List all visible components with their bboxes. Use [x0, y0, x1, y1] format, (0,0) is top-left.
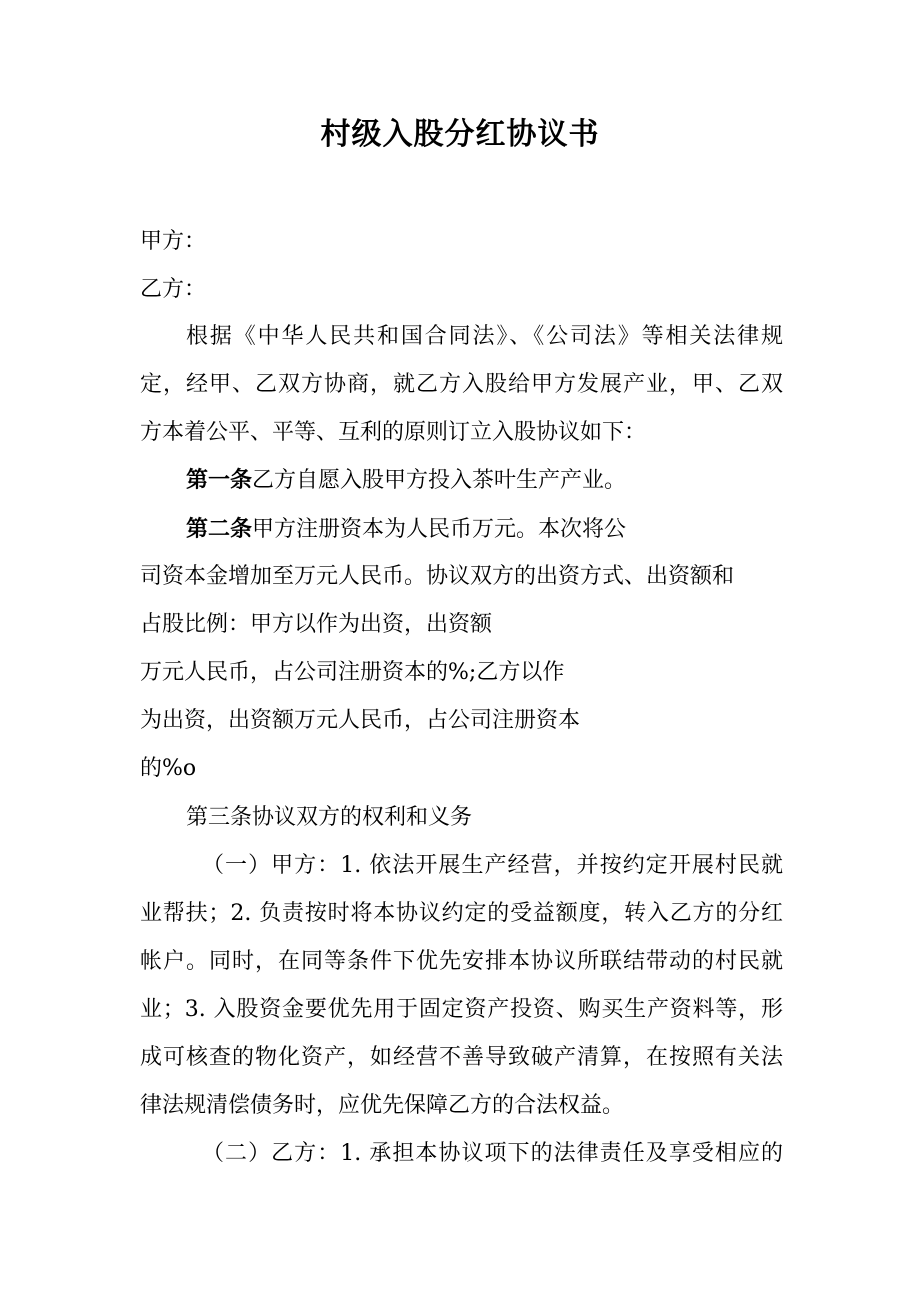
article-3-party-a-line: 业帮扶；2. 负责按时将本协议约定的受益额度，转入乙方的分红 — [140, 901, 783, 926]
party-a-label: 甲方： — [140, 229, 207, 254]
article-2-heading: 第二条 — [186, 517, 253, 542]
preamble-line: 根据《中华人民共和国合同法》、《公司法》等相关法律规 — [186, 324, 783, 349]
article-1 — [186, 465, 626, 497]
article-3-party-a-line: 成可核查的物化资产，如经营不善导致破产清算，在按照有关法 — [140, 1045, 783, 1070]
document-title: 村级入股分红协议书 — [320, 117, 600, 152]
article-2-text: 甲方注册资本为人民币万元。本次将公 — [252, 517, 627, 542]
article-3-party-a-line: 帐户。同时，在同等条件下优先安排本协议所联结带动的村民就 — [140, 949, 783, 974]
article-3-party-b-line: （二）乙方：1. 承担本协议项下的法律责任及享受相应的 — [202, 1141, 783, 1166]
article-2-line: 占股比例：甲方以作为出资，出资额 — [140, 612, 493, 637]
preamble-line: 定，经甲、乙双方协商，就乙方入股给甲方发展产业，甲、乙双 — [140, 372, 783, 397]
article-1-heading: 第一条 — [186, 468, 253, 493]
article-3-party-a-line: 业；3. 入股资金要优先用于固定资产投资、购买生产资料等，形 — [140, 997, 783, 1022]
article-3-heading: 第三条协议双方的权利和义务 — [186, 805, 473, 830]
article-2 — [186, 514, 626, 546]
preamble-line: 方本着公平、平等、互利的原则订立入股协议如下： — [140, 420, 647, 445]
article-3-party-a-line: （一）甲方：1. 依法开展生产经营，并按约定开展村民就 — [202, 853, 783, 878]
article-2-line: 为出资，出资额万元人民币，占公司注册资本 — [140, 708, 581, 733]
article-2-line: 万元人民币，占公司注册资本的%;乙方以作 — [140, 660, 565, 685]
article-3-party-a-line: 律法规清偿债务时，应优先保障乙方的合法权益。 — [140, 1093, 625, 1118]
article-2-line: 司资本金增加至万元人民币。协议双方的出资方式、出资额和 — [140, 564, 735, 589]
article-1-text: 乙方自愿入股甲方投入茶叶生产产业。 — [252, 468, 627, 493]
article-2-line: 的%o — [140, 756, 197, 781]
party-b-label: 乙方： — [140, 277, 207, 302]
